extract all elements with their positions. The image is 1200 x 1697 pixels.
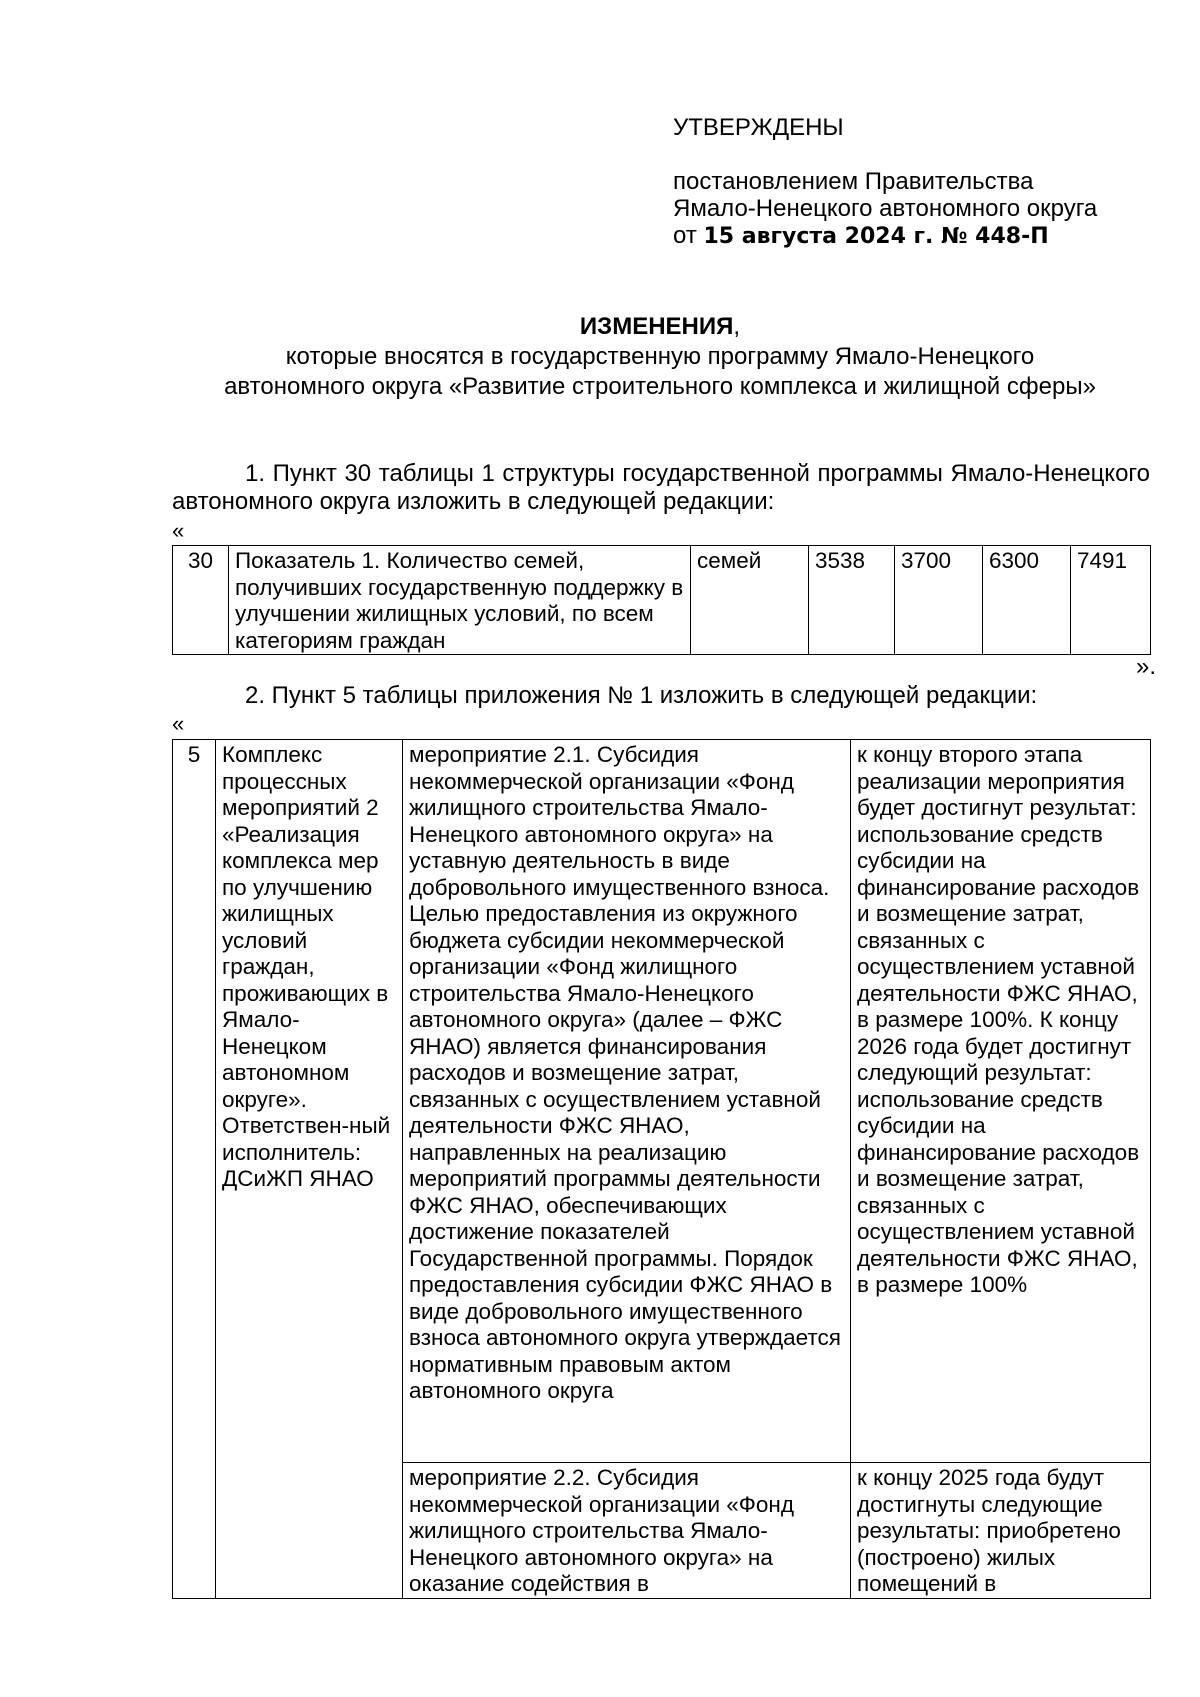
row-number: 30 bbox=[173, 546, 229, 655]
measure-cell: мероприятие 2.1. Субсидия некоммерческой организации «Фонд жилищного строительства Ямало-Ненецкого автономного округа» на уставную деятельность в виде добровольного имущественного взноса. Целью предоставления из окружного бюджета субсидии некоммерческой организации «Фонд жилищного строительства Ямало-Ненецкого автономного округа» (далее – ФЖС ЯНАО) является финансирования расходов и возмещение затрат, связанных с осуществлением уставной деятельности ФЖС ЯНАО, направленных на реализацию мероприятий программы деятельности ФЖС ЯНАО, обеспечивающих достижение показателей Государственной программы. Порядок предоставления субсидии ФЖС ЯНАО в виде добровольного имущественного взноса автономного округа утверждается нормативным правовым актом автономного округа bbox=[403, 740, 851, 1463]
appendix-table bbox=[172, 739, 1151, 1599]
value-cell-4: 7491 bbox=[1071, 546, 1151, 655]
measure-cell: мероприятие 2.2. Субсидия некоммерческой организации «Фонд жилищного строительства Ямало-Ненецкого автономного округа» на оказание содействия в bbox=[403, 1463, 851, 1599]
close-quote: ». bbox=[1135, 653, 1156, 680]
value-cell-3: 6300 bbox=[983, 546, 1071, 655]
approval-title: УТВЕРЖДЕНЫ bbox=[673, 114, 844, 141]
heading-title: ИЗМЕНЕНИЯ bbox=[579, 313, 734, 340]
paragraph-2: 2. Пункт 5 таблицы приложения № 1 изложить в следующей редакции: bbox=[245, 682, 1038, 709]
table-row bbox=[173, 740, 1151, 1463]
indicator-name: Показатель 1. Количество семей, получивших государственную поддержку в улучшении жилищных условий, по всем категориям граждан bbox=[229, 546, 691, 655]
approval-block bbox=[673, 114, 1173, 250]
approval-line-2: Ямало-Ненецкого автономного округа bbox=[673, 195, 1098, 222]
paragraph-1: 1. Пункт 30 таблицы 1 структуры государственной программы Ямало-Ненецкого автономного округа изложить в следующей редакции: bbox=[172, 460, 1150, 515]
heading-line-2: автономного округа «Развитие строительного комплекса и жилищной сферы» bbox=[224, 373, 1096, 400]
value-cell-1: 3538 bbox=[809, 546, 895, 655]
approval-date-value: 15 августа 2024 г. № 448-П bbox=[703, 224, 1049, 249]
table-row bbox=[173, 546, 1151, 655]
unit-cell: семей bbox=[691, 546, 809, 655]
approval-date-prefix: от bbox=[673, 222, 697, 249]
document-heading bbox=[170, 312, 1150, 402]
complex-cell: Комплекс процессных мероприятий 2 «Реализация комплекса мер по улучшению жилищных условий граждан, проживающих в Ямало-Ненецком автономном округе». Ответствен-ный исполнитель: ДСиЖП ЯНАО bbox=[216, 740, 403, 1599]
value-cell-2: 3700 bbox=[895, 546, 983, 655]
heading-line-1: которые вносятся в государственную программу Ямало-Ненецкого bbox=[285, 343, 1035, 370]
heading-title-suffix: , bbox=[733, 313, 741, 340]
open-quote-2: « bbox=[172, 711, 185, 736]
row-number: 5 bbox=[173, 740, 216, 1599]
result-cell: к концу второго этапа реализации мероприятия будет достигнут результат: использование средств субсидии на финансирование расходов и возмещение затрат, связанных с осуществлением уставной деятельности ФЖС ЯНАО, в размере 100%. К концу 2026 года будет достигнут следующий результат: использование средств субсидии на финансирование расходов и возмещение затрат, связанных с осуществлением уставной деятельности ФЖС ЯНАО, в размере 100% bbox=[851, 740, 1151, 1463]
result-cell: к концу 2025 года будут достигнуты следующие результаты: приобретено (построено) жилых помещений в bbox=[851, 1463, 1151, 1599]
open-quote-1: « bbox=[172, 518, 185, 543]
approval-line-1: постановлением Правительства bbox=[673, 168, 1034, 195]
indicator-table bbox=[172, 545, 1151, 655]
approval-date bbox=[673, 222, 1173, 250]
